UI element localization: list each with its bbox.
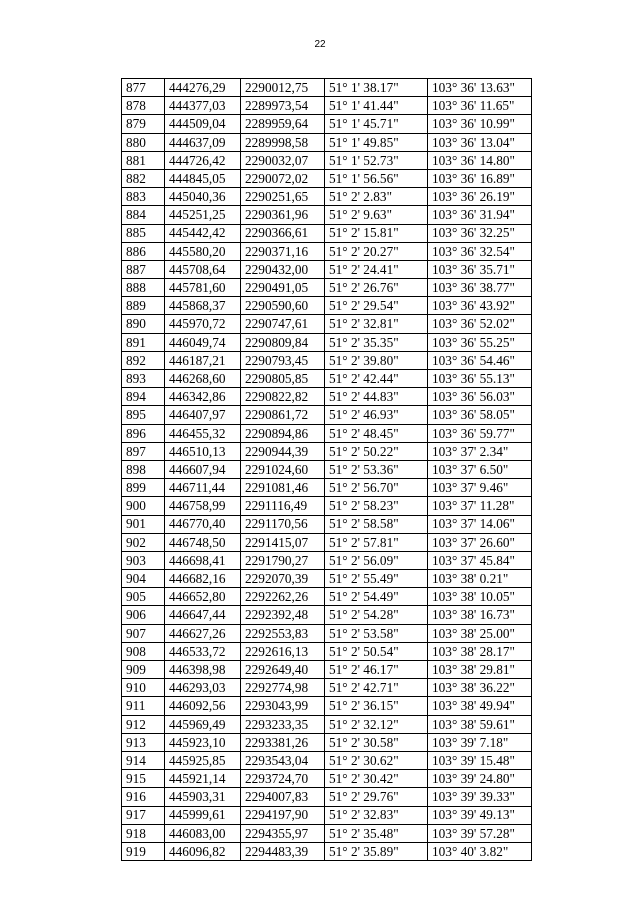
longitude-cell: 103° 37' 9.46" <box>428 479 532 497</box>
longitude-cell: 103° 36' 54.46" <box>428 351 532 369</box>
point-number-cell: 885 <box>122 224 165 242</box>
x-coordinate-cell: 445999,61 <box>165 806 241 824</box>
x-coordinate-cell: 446748,50 <box>165 533 241 551</box>
point-number-cell: 887 <box>122 260 165 278</box>
table-row <box>122 388 532 406</box>
longitude-cell: 103° 36' 32.25" <box>428 224 532 242</box>
longitude-cell: 103° 36' 55.25" <box>428 333 532 351</box>
table-row <box>122 661 532 679</box>
x-coordinate-cell: 446652,80 <box>165 588 241 606</box>
longitude-cell: 103° 36' 59.77" <box>428 424 532 442</box>
latitude-cell: 51° 2' 42.44" <box>325 370 428 388</box>
longitude-cell: 103° 38' 29.81" <box>428 661 532 679</box>
table-row <box>122 151 532 169</box>
x-coordinate-cell: 446510,13 <box>165 442 241 460</box>
latitude-cell: 51° 2' 30.62" <box>325 751 428 769</box>
table-row <box>122 424 532 442</box>
y-coordinate-cell: 2292262,26 <box>241 588 325 606</box>
table-row <box>122 806 532 824</box>
latitude-cell: 51° 2' 54.28" <box>325 606 428 624</box>
y-coordinate-cell: 2290491,05 <box>241 279 325 297</box>
table-row <box>122 442 532 460</box>
point-number-cell: 888 <box>122 279 165 297</box>
longitude-cell: 103° 38' 10.05" <box>428 588 532 606</box>
point-number-cell: 914 <box>122 751 165 769</box>
x-coordinate-cell: 445970,72 <box>165 315 241 333</box>
y-coordinate-cell: 2290072,02 <box>241 169 325 187</box>
table-row <box>122 133 532 151</box>
point-number-cell: 879 <box>122 115 165 133</box>
longitude-cell: 103° 36' 58.05" <box>428 406 532 424</box>
longitude-cell: 103° 38' 0.21" <box>428 570 532 588</box>
table-row <box>122 460 532 478</box>
longitude-cell: 103° 39' 15.48" <box>428 751 532 769</box>
y-coordinate-cell: 2292392,48 <box>241 606 325 624</box>
latitude-cell: 51° 2' 35.48" <box>325 824 428 842</box>
point-number-cell: 878 <box>122 97 165 115</box>
point-number-cell: 913 <box>122 733 165 751</box>
point-number-cell: 884 <box>122 206 165 224</box>
table-row <box>122 279 532 297</box>
latitude-cell: 51° 2' 46.17" <box>325 661 428 679</box>
longitude-cell: 103° 38' 25.00" <box>428 624 532 642</box>
latitude-cell: 51° 2' 29.76" <box>325 788 428 806</box>
longitude-cell: 103° 38' 28.17" <box>428 642 532 660</box>
longitude-cell: 103° 36' 56.03" <box>428 388 532 406</box>
table-row <box>122 770 532 788</box>
longitude-cell: 103° 38' 49.94" <box>428 697 532 715</box>
y-coordinate-cell: 2293043,99 <box>241 697 325 715</box>
table-row <box>122 606 532 624</box>
latitude-cell: 51° 2' 50.22" <box>325 442 428 460</box>
y-coordinate-cell: 2291415,07 <box>241 533 325 551</box>
point-number-cell: 915 <box>122 770 165 788</box>
longitude-cell: 103° 36' 26.19" <box>428 188 532 206</box>
longitude-cell: 103° 36' 13.04" <box>428 133 532 151</box>
coordinates-table-body <box>122 79 532 861</box>
point-number-cell: 889 <box>122 297 165 315</box>
latitude-cell: 51° 2' 58.58" <box>325 515 428 533</box>
latitude-cell: 51° 2' 29.54" <box>325 297 428 315</box>
table-row <box>122 333 532 351</box>
longitude-cell: 103° 36' 10.99" <box>428 115 532 133</box>
y-coordinate-cell: 2290944,39 <box>241 442 325 460</box>
y-coordinate-cell: 2292616,13 <box>241 642 325 660</box>
latitude-cell: 51° 2' 39.80" <box>325 351 428 369</box>
table-row <box>122 115 532 133</box>
longitude-cell: 103° 37' 14.06" <box>428 515 532 533</box>
longitude-cell: 103° 36' 52.02" <box>428 315 532 333</box>
latitude-cell: 51° 1' 41.44" <box>325 97 428 115</box>
table-row <box>122 79 532 97</box>
y-coordinate-cell: 2289973,54 <box>241 97 325 115</box>
longitude-cell: 103° 39' 49.13" <box>428 806 532 824</box>
y-coordinate-cell: 2293233,35 <box>241 715 325 733</box>
y-coordinate-cell: 2290747,61 <box>241 315 325 333</box>
table-row <box>122 97 532 115</box>
latitude-cell: 51° 2' 56.09" <box>325 551 428 569</box>
table-row <box>122 624 532 642</box>
point-number-cell: 877 <box>122 79 165 97</box>
table-row <box>122 260 532 278</box>
x-coordinate-cell: 446682,16 <box>165 570 241 588</box>
longitude-cell: 103° 39' 39.33" <box>428 788 532 806</box>
x-coordinate-cell: 445781,60 <box>165 279 241 297</box>
point-number-cell: 911 <box>122 697 165 715</box>
x-coordinate-cell: 446293,03 <box>165 679 241 697</box>
longitude-cell: 103° 36' 43.92" <box>428 297 532 315</box>
point-number-cell: 892 <box>122 351 165 369</box>
latitude-cell: 51° 1' 56.56" <box>325 169 428 187</box>
longitude-cell: 103° 40' 3.82" <box>428 842 532 860</box>
y-coordinate-cell: 2290861,72 <box>241 406 325 424</box>
y-coordinate-cell: 2294483,39 <box>241 842 325 860</box>
y-coordinate-cell: 2292553,83 <box>241 624 325 642</box>
y-coordinate-cell: 2290361,96 <box>241 206 325 224</box>
y-coordinate-cell: 2294007,83 <box>241 788 325 806</box>
latitude-cell: 51° 2' 35.35" <box>325 333 428 351</box>
x-coordinate-cell: 446627,26 <box>165 624 241 642</box>
longitude-cell: 103° 37' 11.28" <box>428 497 532 515</box>
point-number-cell: 919 <box>122 842 165 860</box>
table-row <box>122 497 532 515</box>
x-coordinate-cell: 446455,32 <box>165 424 241 442</box>
x-coordinate-cell: 446607,94 <box>165 460 241 478</box>
latitude-cell: 51° 2' 9.63" <box>325 206 428 224</box>
point-number-cell: 904 <box>122 570 165 588</box>
latitude-cell: 51° 2' 2.83" <box>325 188 428 206</box>
table-row <box>122 169 532 187</box>
table-row <box>122 297 532 315</box>
table-row <box>122 679 532 697</box>
point-number-cell: 895 <box>122 406 165 424</box>
longitude-cell: 103° 36' 14.80" <box>428 151 532 169</box>
x-coordinate-cell: 444845,05 <box>165 169 241 187</box>
latitude-cell: 51° 2' 24.41" <box>325 260 428 278</box>
longitude-cell: 103° 39' 7.18" <box>428 733 532 751</box>
x-coordinate-cell: 446770,40 <box>165 515 241 533</box>
latitude-cell: 51° 2' 53.58" <box>325 624 428 642</box>
latitude-cell: 51° 2' 58.23" <box>325 497 428 515</box>
point-number-cell: 900 <box>122 497 165 515</box>
y-coordinate-cell: 2290793,45 <box>241 351 325 369</box>
latitude-cell: 51° 2' 55.49" <box>325 570 428 588</box>
latitude-cell: 51° 1' 52.73" <box>325 151 428 169</box>
latitude-cell: 51° 2' 30.58" <box>325 733 428 751</box>
longitude-cell: 103° 38' 36.22" <box>428 679 532 697</box>
latitude-cell: 51° 2' 53.36" <box>325 460 428 478</box>
x-coordinate-cell: 445251,25 <box>165 206 241 224</box>
longitude-cell: 103° 36' 11.65" <box>428 97 532 115</box>
latitude-cell: 51° 2' 30.42" <box>325 770 428 788</box>
latitude-cell: 51° 2' 57.81" <box>325 533 428 551</box>
latitude-cell: 51° 2' 54.49" <box>325 588 428 606</box>
x-coordinate-cell: 444637,09 <box>165 133 241 151</box>
x-coordinate-cell: 446647,44 <box>165 606 241 624</box>
table-row <box>122 842 532 860</box>
longitude-cell: 103° 36' 16.89" <box>428 169 532 187</box>
y-coordinate-cell: 2289959,64 <box>241 115 325 133</box>
x-coordinate-cell: 446533,72 <box>165 642 241 660</box>
point-number-cell: 905 <box>122 588 165 606</box>
longitude-cell: 103° 37' 26.60" <box>428 533 532 551</box>
point-number-cell: 906 <box>122 606 165 624</box>
y-coordinate-cell: 2290894,86 <box>241 424 325 442</box>
point-number-cell: 898 <box>122 460 165 478</box>
x-coordinate-cell: 445868,37 <box>165 297 241 315</box>
longitude-cell: 103° 37' 45.84" <box>428 551 532 569</box>
y-coordinate-cell: 2292774,98 <box>241 679 325 697</box>
longitude-cell: 103° 39' 57.28" <box>428 824 532 842</box>
longitude-cell: 103° 36' 35.71" <box>428 260 532 278</box>
x-coordinate-cell: 445925,85 <box>165 751 241 769</box>
latitude-cell: 51° 2' 35.89" <box>325 842 428 860</box>
y-coordinate-cell: 2291024,60 <box>241 460 325 478</box>
y-coordinate-cell: 2291116,49 <box>241 497 325 515</box>
y-coordinate-cell: 2290012,75 <box>241 79 325 97</box>
point-number-cell: 890 <box>122 315 165 333</box>
point-number-cell: 897 <box>122 442 165 460</box>
x-coordinate-cell: 446398,98 <box>165 661 241 679</box>
latitude-cell: 51° 1' 38.17" <box>325 79 428 97</box>
point-number-cell: 891 <box>122 333 165 351</box>
latitude-cell: 51° 2' 44.83" <box>325 388 428 406</box>
latitude-cell: 51° 2' 36.15" <box>325 697 428 715</box>
y-coordinate-cell: 2294355,97 <box>241 824 325 842</box>
x-coordinate-cell: 446268,60 <box>165 370 241 388</box>
y-coordinate-cell: 2291081,46 <box>241 479 325 497</box>
point-number-cell: 881 <box>122 151 165 169</box>
latitude-cell: 51° 2' 15.81" <box>325 224 428 242</box>
latitude-cell: 51° 2' 42.71" <box>325 679 428 697</box>
table-row <box>122 315 532 333</box>
longitude-cell: 103° 38' 59.61" <box>428 715 532 733</box>
table-row <box>122 788 532 806</box>
table-row <box>122 188 532 206</box>
table-row <box>122 224 532 242</box>
longitude-cell: 103° 39' 24.80" <box>428 770 532 788</box>
latitude-cell: 51° 2' 46.93" <box>325 406 428 424</box>
y-coordinate-cell: 2293543,04 <box>241 751 325 769</box>
y-coordinate-cell: 2290251,65 <box>241 188 325 206</box>
y-coordinate-cell: 2290590,60 <box>241 297 325 315</box>
longitude-cell: 103° 36' 13.63" <box>428 79 532 97</box>
point-number-cell: 909 <box>122 661 165 679</box>
table-row <box>122 551 532 569</box>
point-number-cell: 893 <box>122 370 165 388</box>
x-coordinate-cell: 446096,82 <box>165 842 241 860</box>
latitude-cell: 51° 2' 20.27" <box>325 242 428 260</box>
x-coordinate-cell: 446083,00 <box>165 824 241 842</box>
x-coordinate-cell: 446342,86 <box>165 388 241 406</box>
longitude-cell: 103° 36' 38.77" <box>428 279 532 297</box>
longitude-cell: 103° 37' 2.34" <box>428 442 532 460</box>
table-row <box>122 824 532 842</box>
table-row <box>122 206 532 224</box>
y-coordinate-cell: 2292070,39 <box>241 570 325 588</box>
y-coordinate-cell: 2289998,58 <box>241 133 325 151</box>
latitude-cell: 51° 1' 49.85" <box>325 133 428 151</box>
coordinates-table <box>121 78 532 861</box>
table-row <box>122 515 532 533</box>
table-row <box>122 642 532 660</box>
point-number-cell: 917 <box>122 806 165 824</box>
point-number-cell: 902 <box>122 533 165 551</box>
latitude-cell: 51° 2' 32.12" <box>325 715 428 733</box>
x-coordinate-cell: 444377,03 <box>165 97 241 115</box>
table-row <box>122 715 532 733</box>
y-coordinate-cell: 2290822,82 <box>241 388 325 406</box>
latitude-cell: 51° 2' 32.81" <box>325 315 428 333</box>
x-coordinate-cell: 446187,21 <box>165 351 241 369</box>
latitude-cell: 51° 2' 48.45" <box>325 424 428 442</box>
latitude-cell: 51° 2' 26.76" <box>325 279 428 297</box>
x-coordinate-cell: 446698,41 <box>165 551 241 569</box>
table-row <box>122 588 532 606</box>
longitude-cell: 103° 36' 55.13" <box>428 370 532 388</box>
table-row <box>122 533 532 551</box>
latitude-cell: 51° 2' 56.70" <box>325 479 428 497</box>
y-coordinate-cell: 2290805,85 <box>241 370 325 388</box>
point-number-cell: 903 <box>122 551 165 569</box>
point-number-cell: 883 <box>122 188 165 206</box>
longitude-cell: 103° 38' 16.73" <box>428 606 532 624</box>
y-coordinate-cell: 2290432,00 <box>241 260 325 278</box>
x-coordinate-cell: 445708,64 <box>165 260 241 278</box>
x-coordinate-cell: 445923,10 <box>165 733 241 751</box>
x-coordinate-cell: 445040,36 <box>165 188 241 206</box>
point-number-cell: 901 <box>122 515 165 533</box>
table-row <box>122 570 532 588</box>
point-number-cell: 894 <box>122 388 165 406</box>
y-coordinate-cell: 2292649,40 <box>241 661 325 679</box>
x-coordinate-cell: 445580,20 <box>165 242 241 260</box>
point-number-cell: 908 <box>122 642 165 660</box>
point-number-cell: 910 <box>122 679 165 697</box>
table-row <box>122 697 532 715</box>
point-number-cell: 918 <box>122 824 165 842</box>
point-number-cell: 882 <box>122 169 165 187</box>
y-coordinate-cell: 2293724,70 <box>241 770 325 788</box>
latitude-cell: 51° 1' 45.71" <box>325 115 428 133</box>
page-number: 22 <box>314 39 326 50</box>
y-coordinate-cell: 2290032,07 <box>241 151 325 169</box>
y-coordinate-cell: 2291170,56 <box>241 515 325 533</box>
x-coordinate-cell: 445903,31 <box>165 788 241 806</box>
longitude-cell: 103° 37' 6.50" <box>428 460 532 478</box>
y-coordinate-cell: 2290366,61 <box>241 224 325 242</box>
y-coordinate-cell: 2290809,84 <box>241 333 325 351</box>
x-coordinate-cell: 445969,49 <box>165 715 241 733</box>
x-coordinate-cell: 446407,97 <box>165 406 241 424</box>
y-coordinate-cell: 2291790,27 <box>241 551 325 569</box>
y-coordinate-cell: 2293381,26 <box>241 733 325 751</box>
latitude-cell: 51° 2' 32.83" <box>325 806 428 824</box>
y-coordinate-cell: 2294197,90 <box>241 806 325 824</box>
point-number-cell: 907 <box>122 624 165 642</box>
x-coordinate-cell: 446758,99 <box>165 497 241 515</box>
y-coordinate-cell: 2290371,16 <box>241 242 325 260</box>
point-number-cell: 899 <box>122 479 165 497</box>
point-number-cell: 916 <box>122 788 165 806</box>
x-coordinate-cell: 446711,44 <box>165 479 241 497</box>
table-row <box>122 370 532 388</box>
x-coordinate-cell: 445921,14 <box>165 770 241 788</box>
table-row <box>122 751 532 769</box>
point-number-cell: 880 <box>122 133 165 151</box>
x-coordinate-cell: 446092,56 <box>165 697 241 715</box>
x-coordinate-cell: 444726,42 <box>165 151 241 169</box>
x-coordinate-cell: 444276,29 <box>165 79 241 97</box>
point-number-cell: 886 <box>122 242 165 260</box>
table-row <box>122 242 532 260</box>
table-row <box>122 733 532 751</box>
table-row <box>122 406 532 424</box>
table-row <box>122 351 532 369</box>
longitude-cell: 103° 36' 32.54" <box>428 242 532 260</box>
longitude-cell: 103° 36' 31.94" <box>428 206 532 224</box>
x-coordinate-cell: 444509,04 <box>165 115 241 133</box>
point-number-cell: 896 <box>122 424 165 442</box>
point-number-cell: 912 <box>122 715 165 733</box>
x-coordinate-cell: 446049,74 <box>165 333 241 351</box>
table-row <box>122 479 532 497</box>
latitude-cell: 51° 2' 50.54" <box>325 642 428 660</box>
x-coordinate-cell: 445442,42 <box>165 224 241 242</box>
